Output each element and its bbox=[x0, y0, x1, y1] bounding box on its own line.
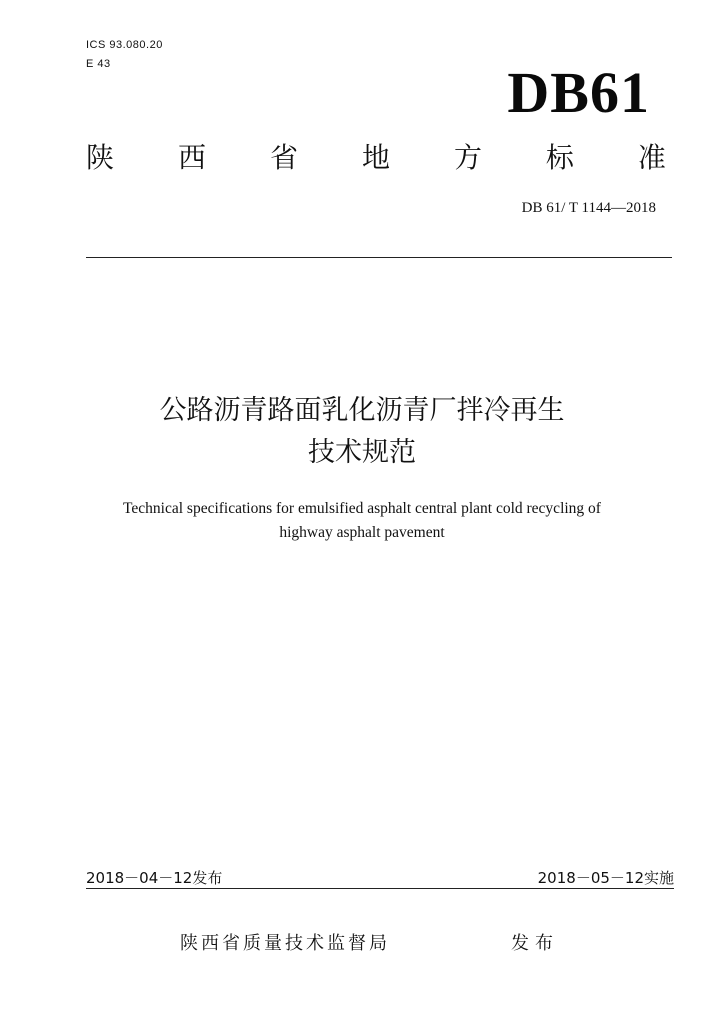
db-code-logo: DB61 bbox=[507, 60, 650, 125]
standard-type-char: 西 bbox=[177, 141, 206, 174]
english-title-line-2: highway asphalt pavement bbox=[279, 524, 445, 541]
standard-type-char: 陕 bbox=[86, 141, 115, 174]
issue-label: 发布 bbox=[511, 933, 559, 954]
standard-number: DB 61/ T 1144—2018 bbox=[521, 200, 656, 216]
standard-type-heading bbox=[86, 140, 666, 176]
standard-type-char: 准 bbox=[637, 141, 666, 174]
chinese-title-line-1: 公路沥青路面乳化沥青厂拌冷再生 bbox=[159, 395, 565, 426]
release-date: 2018－04－12发布 bbox=[86, 869, 223, 887]
chinese-title bbox=[0, 390, 724, 474]
standard-type-char: 地 bbox=[361, 141, 390, 174]
issuing-authority: 陕西省质量技术监督局 bbox=[180, 933, 390, 954]
english-title-line-1: Technical specifications for emulsified asphalt central plant cold recycling of bbox=[123, 500, 601, 517]
english-title bbox=[0, 497, 724, 545]
standard-type-char: 方 bbox=[453, 141, 482, 174]
top-divider bbox=[86, 257, 672, 258]
implementation-date: 2018－05－12实施 bbox=[537, 869, 674, 887]
standard-type-char: 标 bbox=[545, 141, 574, 174]
chinese-title-line-2: 技术规范 bbox=[308, 437, 416, 468]
ics-code: ICS 93.080.20 bbox=[86, 39, 163, 51]
bottom-divider bbox=[86, 888, 674, 889]
ccs-code: E 43 bbox=[86, 58, 111, 70]
standard-type-char: 省 bbox=[269, 141, 298, 174]
